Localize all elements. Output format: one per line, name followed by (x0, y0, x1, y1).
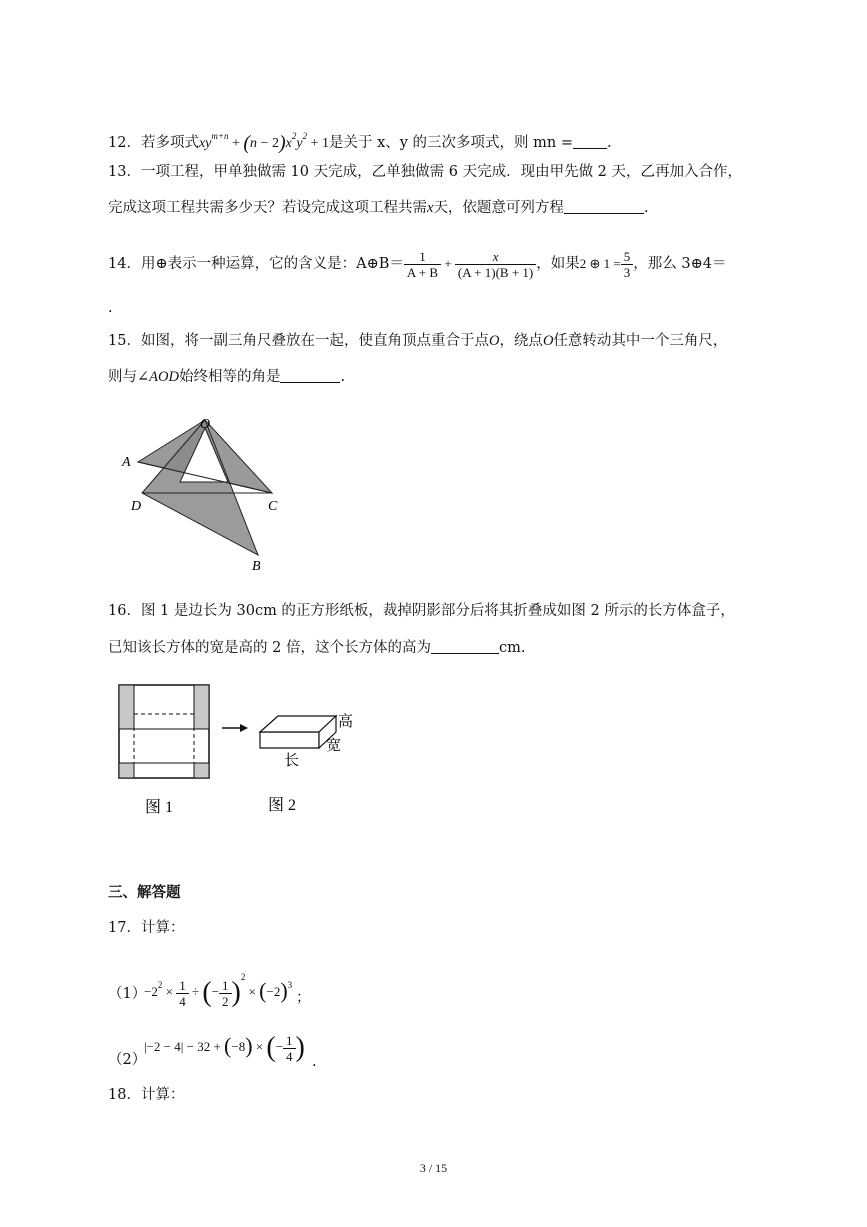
period: . (607, 135, 612, 151)
box-height-label: 高 (338, 714, 354, 730)
condition-fraction (621, 249, 634, 280)
question-text: 一项工程，甲单独做需 10 天完成，乙单独做需 6 天完成．现由甲先做 2 天，乙再加入合作， (140, 164, 743, 180)
label-D: D (131, 499, 142, 514)
question-text: 始终相等的角是 (178, 369, 281, 385)
box-net-figures (112, 680, 362, 825)
question-13-line-1 (108, 162, 742, 182)
question-number: 15． (108, 333, 141, 349)
page-number: 3 / 15 (419, 1161, 448, 1175)
label-C: C (268, 499, 278, 514)
expression-1: $-2^2$ × $\frac{1}{4}$ ÷ (− $\frac{1}{2}$ )$^2 \times (-2)^3$ (144, 972, 293, 1009)
part-label: （1） (108, 986, 147, 1002)
question-number: 16． (108, 603, 141, 619)
question-text: ，如果 (536, 256, 580, 272)
question-text: ，那么 3⊕4＝ (633, 256, 727, 272)
period: . (312, 1054, 317, 1070)
numerator: x (455, 249, 536, 265)
period: . (340, 369, 346, 385)
label-B: B (252, 559, 261, 574)
denominator: A + B (406, 264, 439, 280)
angle-label: AOD (149, 369, 179, 385)
question-text: cm. (498, 640, 526, 656)
question-12 (108, 126, 612, 154)
box-length-label: 长 (284, 753, 300, 769)
variable: x (427, 200, 434, 216)
question-number: 17． (108, 920, 141, 936)
figure-1-caption: 图 1 (145, 799, 174, 816)
question-number: 18． (108, 1087, 141, 1103)
cut-corner (194, 685, 209, 729)
question-17-part-2 (108, 1022, 317, 1072)
question-number: 12． (108, 135, 141, 151)
cut-corner (119, 763, 134, 778)
denominator: 3 (623, 264, 631, 280)
cut-corner (119, 685, 134, 729)
question-text: 则与∠ (108, 369, 150, 385)
fraction-1 (404, 249, 441, 280)
question-text: 是关于 x、y 的三次多项式，则 mn = (328, 135, 574, 151)
expression-2: |−2 − 4| − 32 + (−8) × (− $\frac{1}{4}$ ) (144, 1032, 305, 1064)
semicolon: ； (296, 990, 311, 1006)
question-15-line-2 (108, 367, 345, 387)
question-16-line-1 (108, 601, 735, 621)
question-number: 13． (108, 164, 141, 180)
question-text: 已知该长方体的宽是高的 2 倍，这个长方体的高为 (108, 640, 431, 656)
box-front (260, 732, 319, 748)
question-text: 用⊕表示一种运算，它的含义是：A⊕B＝ (140, 256, 404, 272)
question-text: 计算： (140, 1087, 185, 1103)
condition-expression: 2 ⊕ 1 = (579, 256, 621, 271)
fraction-2 (455, 249, 536, 280)
numerator: 5 (621, 249, 634, 265)
question-text: 若多项式 (140, 135, 199, 151)
question-14-continuation (108, 298, 113, 318)
question-text: 如图，将一副三角尺叠放在一起，使直角顶点重合于点 (140, 333, 489, 349)
question-text: ，绕点 (499, 333, 543, 349)
label-A: A (122, 455, 131, 470)
question-18 (108, 1085, 184, 1105)
answer-blank (431, 639, 499, 654)
question-text: 天，依题意可列方程 (433, 200, 564, 216)
question-14: 14．用⊕表示一种运算，它的含义是：A⊕B＝ $\frac{1}{A + B}$ + $\frac{x}{(A + 1)(B + 1)}$ ，如果2 ⊕ 1 = $\frac{5}{3}$ ，那么 3⊕4＝ (108, 248, 727, 280)
question-17-part-1 (108, 950, 311, 1009)
numerator: 1 (404, 249, 441, 265)
question-text: 计算： (140, 920, 185, 936)
point-label: O (542, 333, 554, 349)
part-label: （2） (108, 1052, 147, 1068)
question-17 (108, 918, 184, 938)
answer-blank (564, 199, 644, 214)
period: . (108, 300, 113, 316)
cut-corner (194, 763, 209, 778)
question-text: 完成这项工程共需多少天？若设完成这项工程共需 (108, 200, 427, 216)
answer-blank (573, 134, 607, 149)
question-13-line-2 (108, 198, 649, 218)
label-O: O (200, 417, 211, 432)
question-number: 14． (108, 256, 141, 272)
question-15-line-1 (108, 331, 727, 351)
section-title: 三、解答题 (108, 884, 181, 901)
question-text: 任意转动其中一个三角尺， (553, 333, 728, 349)
question-16-line-2 (108, 638, 525, 658)
box-width-label: 宽 (326, 738, 342, 754)
polynomial-expression: $xy^{m+n} + (n - 2)x^2y^2 + 1$ (198, 131, 329, 154)
period: . (643, 200, 649, 216)
answer-blank (280, 368, 340, 383)
question-text: 图 1 是边长为 30cm 的正方形纸板，裁掉阴影部分后将其折叠成如图 2 所示的长方体盒子， (140, 603, 735, 619)
figure-2-caption: 图 2 (268, 797, 297, 814)
triangle-rulers-figure (110, 410, 300, 580)
denominator: (A + 1)(B + 1) (457, 264, 534, 280)
point-label: O (488, 333, 500, 349)
